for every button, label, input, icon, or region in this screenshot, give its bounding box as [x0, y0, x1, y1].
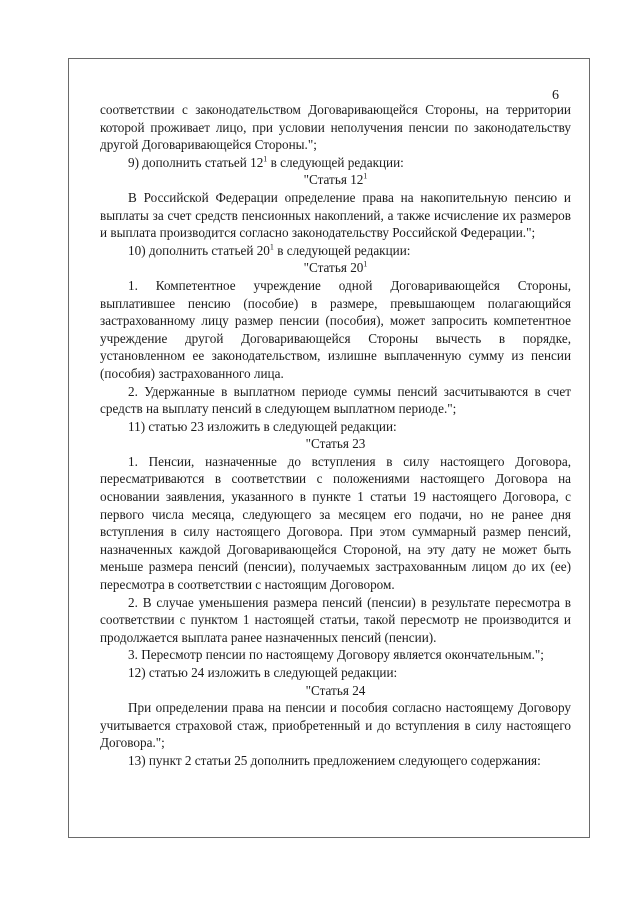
paragraph-text: 10) дополнить статьей 20	[128, 242, 270, 258]
superscript: 1	[363, 259, 368, 269]
superscript: 1	[269, 242, 274, 252]
amendment-item	[100, 154, 571, 172]
page-number: 6	[552, 88, 559, 103]
document-body	[100, 101, 571, 770]
paragraph-tail: в следующей редакции:	[267, 154, 404, 170]
paragraph-tail: в следующей редакции:	[273, 242, 411, 258]
article-heading: "Статья 23	[305, 436, 366, 452]
heading-text: "Статья 20	[303, 260, 364, 276]
article-heading: "Статья 24	[305, 682, 366, 698]
paragraph: В Российской Федерации определение права на накопительную пенсию и выплаты за счет средств пенсионных накоплений, а также исчисление их размеров и выплата производится согласно законодательству Российской Федерации.";	[100, 189, 571, 241]
heading-text: "Статья 12	[303, 172, 364, 188]
paragraph: соответствии с законодательством Договаривающейся Стороны, на территории которой проживает лицо, при условии неполучения пенсии по законодательству другой Договаривающейся Стороны.";	[100, 102, 571, 153]
article-heading	[100, 259, 571, 277]
paragraph: 2. Удержанные в выплатном периоде суммы пенсий засчитываются в счет средств на выплату пенсий в следующем выплатном периоде.";	[100, 383, 571, 417]
paragraph: 3. Пересмотр пенсии по настоящему Договору является окончательным.";	[128, 647, 544, 663]
paragraph: 1. Пенсии, назначенные до вступления в силу настоящего Договора, пересматриваются в соответствии с положениями настоящего Договора на основании заявления, указанного в пункте 1 статьи 19 настоящего Договора, с первого числа месяца, следующего за месяцем его подачи, но не ранее дня вступления в силу настоящего Договора. При этом суммарный размер пенсий, назначенных каждой Договаривающейся Стороной, на эту дату не может быть меньше размера пенсий (пенсии), получаемых застрахованным лицом до их (ее) пересмотра в соответствии с настоящим Договором.	[100, 453, 571, 593]
amendment-item	[100, 242, 571, 260]
superscript: 1	[263, 154, 268, 164]
amendment-item: 11) статью 23 изложить в следующей редакции:	[128, 418, 397, 434]
amendment-item: 13) пункт 2 статьи 25 дополнить предложением следующего содержания:	[128, 752, 541, 768]
superscript: 1	[363, 171, 368, 181]
paragraph: 2. В случае уменьшения размера пенсий (пенсии) в результате пересмотра в соответствии с пунктом 1 настоящей статьи, такой пересмотр не производится и продолжается выплата ранее назначенных пенсий (пенсии).	[100, 594, 571, 645]
article-heading	[100, 171, 571, 189]
amendment-item: 12) статью 24 изложить в следующей редакции:	[128, 665, 398, 680]
paragraph: 1. Компетентное учреждение одной Договаривающейся Стороны, выплатившее пенсию (пособие) в размере, превышающем полагающийся застрахованному лицу размер пенсии (пособия), может запросить компетентное учреждение другой Договаривающейся Стороны вычесть в порядке, установленном ее законодательством, излишне выплаченную сумму из пенсии (пособия) застрахованного лица.	[100, 277, 571, 381]
paragraph-text: 9) дополнить статьей 12	[128, 154, 264, 170]
paragraph: При определении права на пенсии и пособия согласно настоящему Договору учитывается страховой стаж, приобретенный и до вступления в силу настоящего Договора.";	[100, 700, 571, 751]
